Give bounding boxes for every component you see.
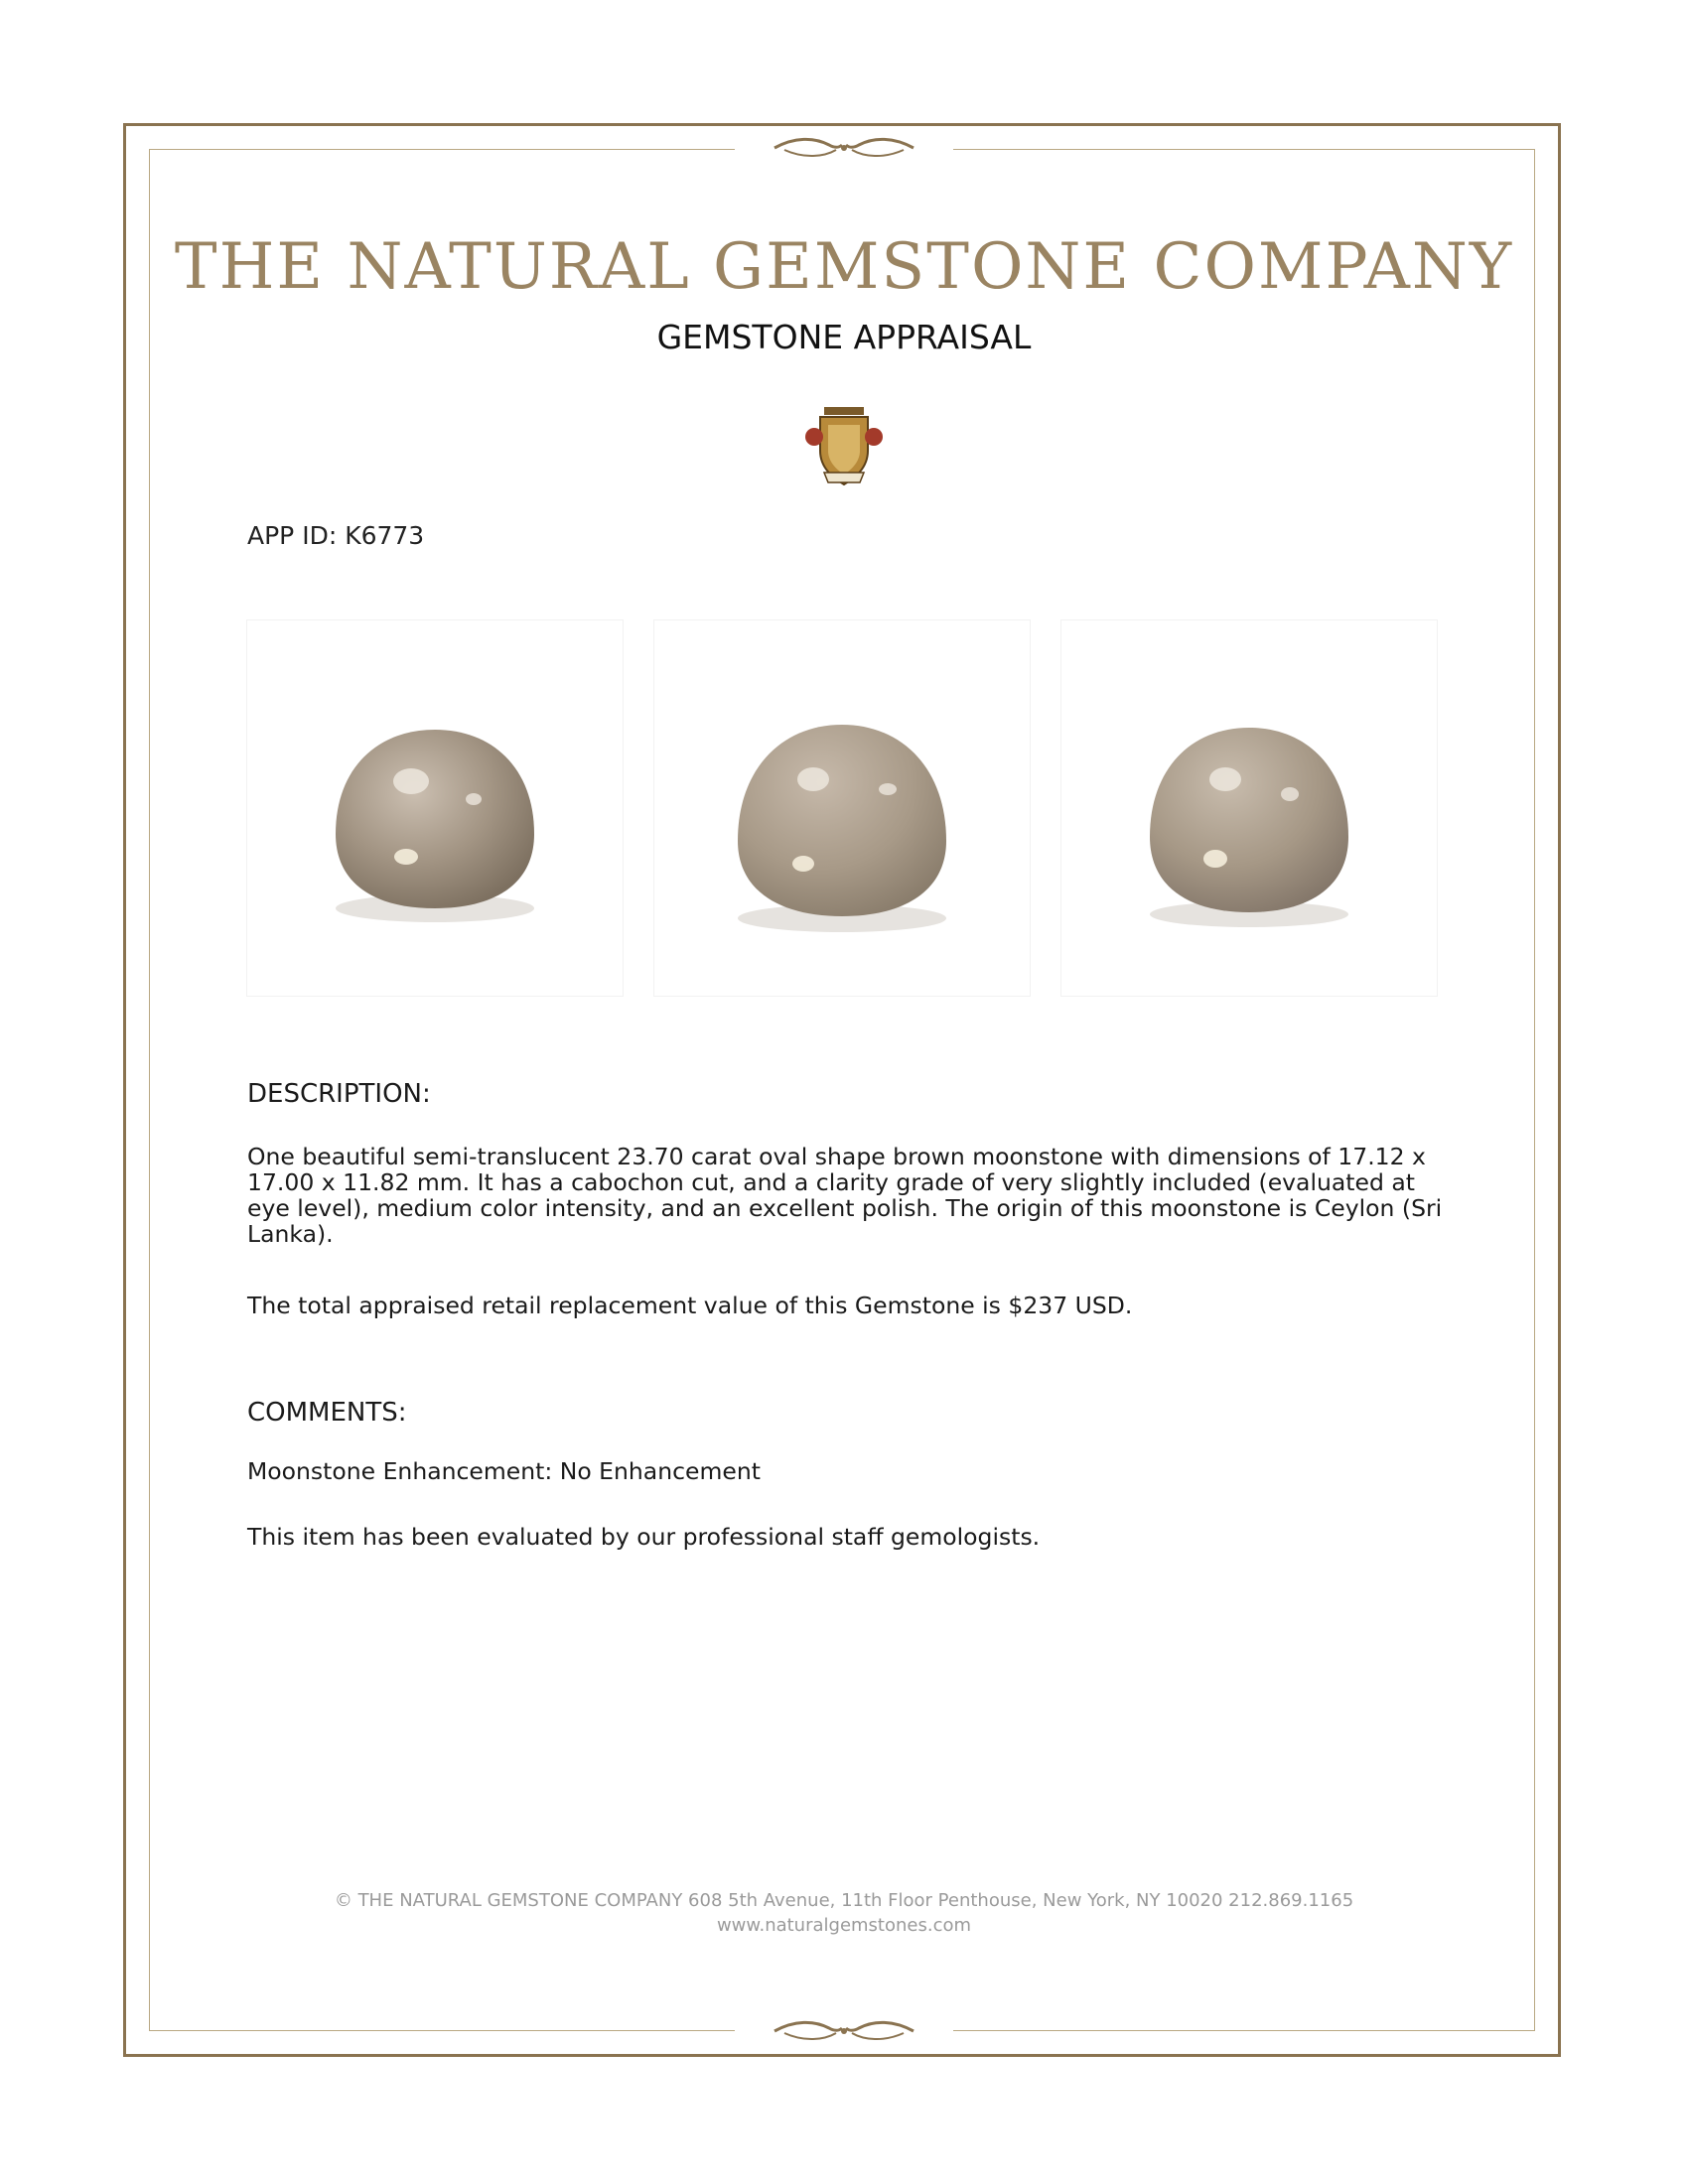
appraisal-id: APP ID: K6773 — [247, 521, 425, 550]
document-title: GEMSTONE APPRAISAL — [656, 318, 1032, 356]
moonstone-photo-side — [1061, 620, 1437, 996]
comments-heading: COMMENTS: — [247, 1398, 407, 1428]
footer-website-link[interactable]: www.naturalgemstones.com — [716, 1915, 972, 1936]
appraised-value-text: The total appraised retail replacement value of this Gemstone is $237 USD. — [247, 1292, 1133, 1319]
bottom-ornament-icon — [735, 2016, 953, 2046]
footer-address: © THE NATURAL GEMSTONE COMPANY 608 5th Avenue, 11th Floor Penthouse, New York, NY 10020 212.869.1165 — [334, 1890, 1354, 1911]
moonstone-photo-front — [247, 620, 623, 996]
top-ornament-icon — [735, 133, 953, 163]
description-text: One beautiful semi-translucent 23.70 carat oval shape brown moonstone with dimensions of 17.12 x 17.00 x 11.82 mm. It has a cabochon cut, and a clarity grade of very slightly included (evaluated at eye level), medium color intensity, and an excellent polish. The origin of this moonstone is Ceylon (Sri Lanka). — [247, 1143, 1443, 1248]
evaluation-text: This item has been evaluated by our professional staff gemologists. — [247, 1523, 1041, 1551]
company-crest-icon — [802, 403, 886, 492]
enhancement-text: Moonstone Enhancement: No Enhancement — [247, 1457, 761, 1485]
moonstone-photo-angle — [654, 620, 1030, 996]
company-name: THE NATURAL GEMSTONE COMPANY — [174, 230, 1514, 304]
description-heading: DESCRIPTION: — [247, 1079, 431, 1109]
